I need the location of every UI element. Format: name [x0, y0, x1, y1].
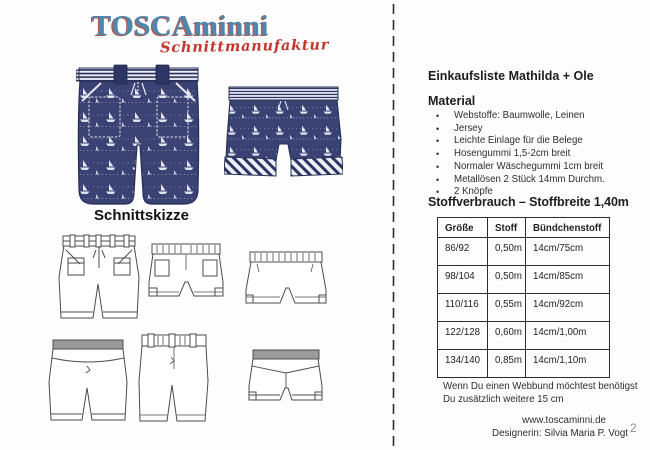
short-shorts-waistband [229, 87, 338, 100]
cell-fabric: 0,50m [488, 266, 526, 294]
sketch-section-label: Schnittskizze [94, 207, 190, 224]
long-shorts-waistband [76, 65, 198, 84]
sketch-short-back-yoke [247, 346, 325, 408]
photo-short-shorts [224, 81, 343, 181]
table-row [438, 294, 610, 322]
credits-block [420, 414, 628, 440]
toscaminni-logo [92, 10, 330, 57]
cell-cuff: 14cm/75cm [526, 238, 610, 266]
material-item: • Hosengummi 1,5-2cm breit [430, 148, 635, 161]
webbund-note-line1: Wenn Du einen Webbund möchtest benötigst [443, 381, 638, 392]
cell-size: 110/116 [438, 294, 488, 322]
cell-fabric: 0,85m [488, 350, 526, 378]
logo-tagline: Schnittmanufaktur [159, 36, 330, 57]
material-title: Material [428, 94, 476, 108]
fabric-table [437, 217, 610, 378]
short-shorts-cuffs [224, 157, 343, 176]
col-header-cuff-fabric: Bündchenstoff [526, 218, 610, 238]
material-item: • Leichte Einlage für die Belege [430, 135, 635, 148]
cell-fabric: 0,60m [488, 322, 526, 350]
cell-cuff: 14cm/1,00m [526, 322, 610, 350]
cell-size: 98/104 [438, 266, 488, 294]
photo-long-shorts [76, 61, 201, 213]
material-list [430, 110, 635, 199]
dashed-divider [391, 0, 396, 450]
shopping-list-title: Einkaufsliste Mathilda + Ole [428, 69, 594, 83]
designer-text: Designerin: Silvia Maria P. Vogt [492, 428, 628, 439]
logo-minni: minni [193, 10, 269, 42]
table-row [438, 266, 610, 294]
sketch-long-back [48, 336, 128, 424]
sketch-long-front-elastic [138, 331, 210, 425]
fabric-usage-title: Stoffverbrauch – Stoffbreite 1,40m [428, 195, 629, 209]
material-item: • Normaler Wäschegummi 1cm breit [430, 161, 635, 174]
col-header-fabric: Stoff [488, 218, 526, 238]
webbund-note-line2: Du zusätzlich weitere 15 cm [443, 394, 564, 405]
material-item: • Webstoffe: Baumwolle, Leinen [430, 110, 635, 123]
sketch-short-back [243, 246, 329, 310]
cell-size: 134/140 [438, 350, 488, 378]
table-row [438, 322, 610, 350]
material-item: • Jersey [430, 123, 635, 136]
cell-fabric: 0,50m [488, 238, 526, 266]
website-text: www.toscaminni.de [522, 415, 606, 426]
cell-cuff: 14cm/92cm [526, 294, 610, 322]
webbund-note [443, 380, 643, 406]
table-row [438, 350, 610, 378]
col-header-size: Größe [438, 218, 488, 238]
table-row [438, 238, 610, 266]
material-item: • Metallösen 2 Stück 14mm Durchm. [430, 174, 635, 187]
cell-fabric: 0,55m [488, 294, 526, 322]
material-item: • 2 Knöpfe [430, 186, 635, 199]
logo-tosca: TOSCA [92, 10, 194, 42]
sketch-long-front-belt [58, 232, 140, 324]
cell-cuff: 14cm/1,10m [526, 350, 610, 378]
cell-cuff: 14cm/85cm [526, 266, 610, 294]
cell-size: 122/128 [438, 322, 488, 350]
cell-size: 86/92 [438, 238, 488, 266]
page-number: 2 [630, 421, 637, 435]
sketch-short-front [147, 240, 225, 304]
table-header-row [438, 218, 610, 238]
